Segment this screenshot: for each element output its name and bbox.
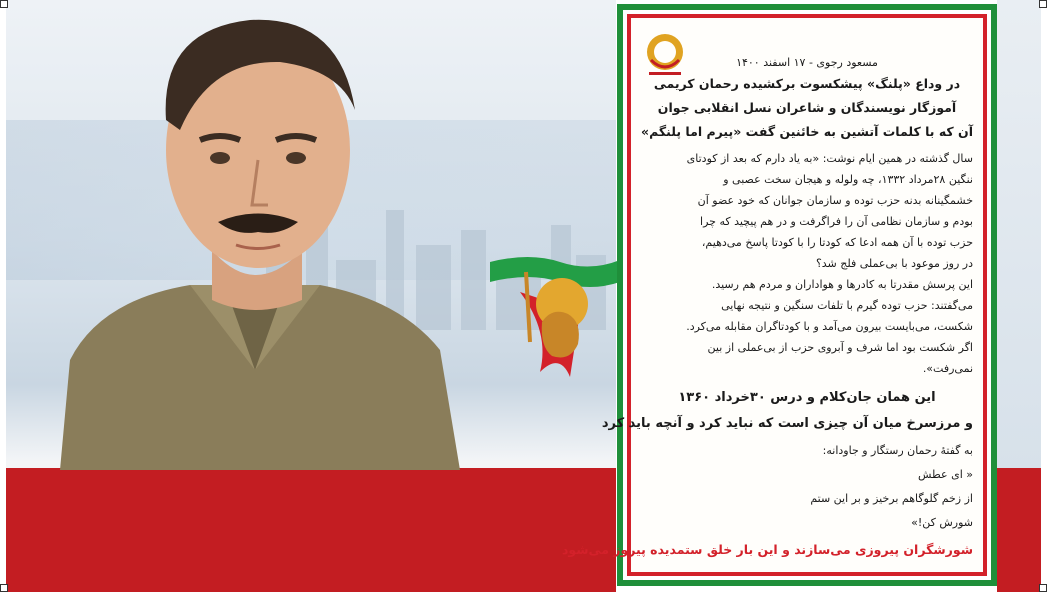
- headline-1: در وداع «پلنگ» پیشکسوت برکشیده رحمان کریمی: [653, 76, 961, 91]
- statement-card: [562, 4, 997, 586]
- crop-handle-bottom-right: [1039, 584, 1047, 592]
- org-logo-icon: [641, 30, 689, 78]
- closing-slogan: شورشگران پیروزی می‌سازند و این بار خلق ستمدیده پیروز می‌شود: [562, 542, 973, 557]
- body-line: در روز موعود با بی‌عملی فلج شد؟: [815, 257, 973, 270]
- red-banner: [6, 468, 616, 592]
- author-date-line: مسعود رجوی - ۱۷ اسفند ۱۴۰۰: [736, 56, 878, 69]
- poem-line: از زخم گلوگاهم برخیز و بر این ستم: [810, 492, 973, 505]
- right-background-strip: [997, 0, 1041, 468]
- crop-handle-top-left: [0, 0, 8, 8]
- poem-intro: به گفتهٔ رحمان رستگار و جاودانه:: [822, 444, 973, 457]
- lion-and-sun-flag-icon: [490, 252, 620, 382]
- body-line: سال گذشته در همین ایام نوشت: «به یاد دارم که بعد از کودتای: [686, 152, 973, 165]
- headline-2: آموزگار نویسندگان و شاعران نسل انقلابی جوان: [657, 100, 957, 115]
- red-banner-right: [997, 468, 1041, 592]
- crop-handle-bottom-left: [0, 584, 8, 592]
- body-line: اگر شکست بود اما شرف و آبروی حزب از بی‌عملی از بین: [707, 341, 973, 354]
- statement-card-inner-frame: [562, 14, 987, 576]
- body-line: می‌گفتند: حزب توده گیرم با تلفات سنگین و نتیجه نهایی: [721, 299, 973, 312]
- poem-line: « ای عطش: [918, 468, 973, 481]
- poem-line: شورش کن!»: [911, 516, 973, 529]
- body-line: خشمگینانه بدنه حزب توده و سازمان جوانان که خود عضو آن: [697, 194, 973, 207]
- body-line: نمی‌رفت».: [922, 362, 973, 375]
- portrait-photo: [40, 0, 470, 470]
- body-line: ننگین ۲۸مرداد ۱۳۳۲، چه ولوله و هیجان سخت عصبی و: [723, 173, 973, 186]
- body-line: بودم و سازمان نظامی آن را فراگرفت و در هم پیچید که چرا: [700, 215, 973, 228]
- key-message-1: این همان جان‌کلام و درس ۳۰خرداد ۱۳۶۰: [678, 390, 936, 405]
- body-line: حزب توده با آن همه ادعا که کودتا را با کودتا پاسخ می‌دهیم،: [701, 236, 973, 249]
- body-line: این پرسش مقدرتا به کادرها و هواداران و مردم هم رسید.: [711, 278, 973, 291]
- crop-handle-top-right: [1039, 0, 1047, 8]
- key-message-2: و مرزسرخ میان آن چیزی است که نباید کرد و آنچه باید کرد: [601, 416, 973, 431]
- headline-3: آن که با کلمات آتشین به خائنین گفت «پیرم اما پلنگم»: [641, 124, 973, 139]
- body-line: شکست، می‌بایست بیرون می‌آمد و با کودتاگران مقابله می‌کرد.: [686, 320, 973, 333]
